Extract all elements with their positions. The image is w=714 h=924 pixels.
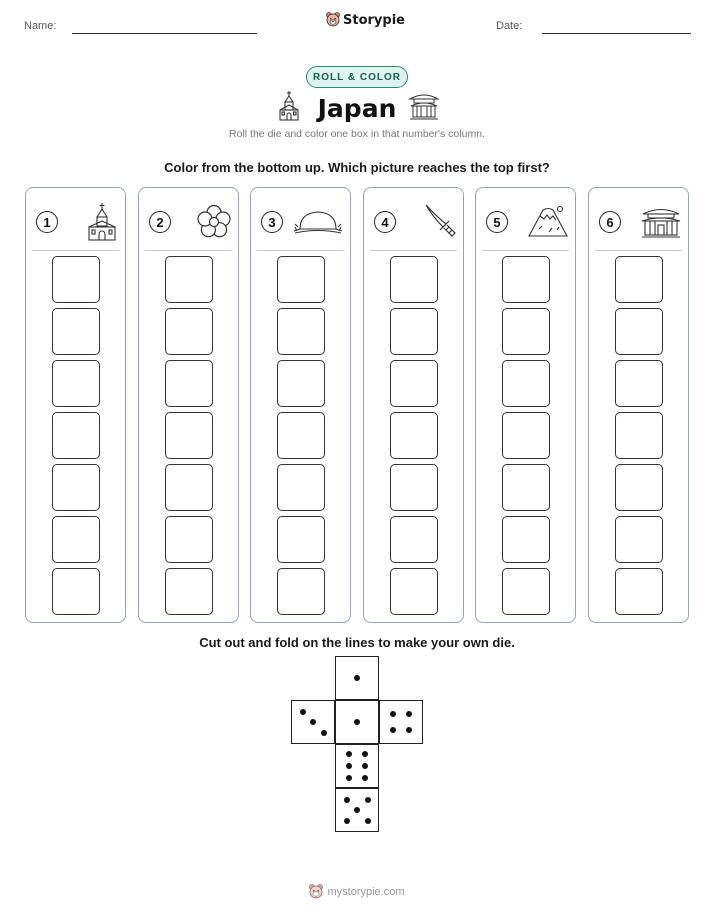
color-box[interactable] (615, 360, 663, 407)
katana-sword-icon (423, 203, 457, 241)
color-box[interactable] (390, 360, 438, 407)
column-header (486, 202, 569, 242)
name-label: Name: (24, 20, 57, 32)
instruction: Color from the bottom up. Which picture reaches the top first? (164, 160, 550, 175)
color-box[interactable] (615, 568, 663, 615)
page-title: Japan (317, 94, 397, 123)
color-box[interactable] (615, 516, 663, 563)
color-box[interactable] (165, 464, 213, 511)
color-box[interactable] (165, 308, 213, 355)
die-pip (321, 730, 327, 736)
color-box[interactable] (390, 412, 438, 459)
church-icon (85, 202, 119, 242)
die-face-left[interactable] (291, 700, 335, 744)
color-box[interactable] (502, 516, 550, 563)
column-divider (482, 250, 569, 251)
die-pip (344, 818, 350, 824)
color-box[interactable] (277, 568, 325, 615)
column-2 (138, 187, 239, 623)
color-box[interactable] (615, 464, 663, 511)
number-circle: 5 (486, 211, 508, 233)
die-pip (354, 807, 360, 813)
color-box[interactable] (390, 464, 438, 511)
column-4 (363, 187, 464, 623)
number-circle: 3 (261, 211, 283, 233)
die-pip (406, 711, 412, 717)
column-header (261, 202, 344, 242)
die-face-top[interactable] (335, 656, 379, 700)
color-box[interactable] (502, 256, 550, 303)
color-box[interactable] (502, 308, 550, 355)
die-pip (310, 719, 316, 725)
roll-and-color-badge: ROLL & COLOR (306, 66, 408, 88)
bear-icon (309, 884, 323, 900)
die-face-bottom[interactable] (335, 788, 379, 832)
die-pip (354, 719, 360, 725)
column-5 (475, 187, 576, 623)
color-box[interactable] (615, 412, 663, 459)
color-box[interactable] (52, 360, 100, 407)
color-box[interactable] (502, 360, 550, 407)
column-divider (595, 250, 682, 251)
column-6 (588, 187, 689, 623)
color-box[interactable] (277, 516, 325, 563)
die-face-center[interactable] (335, 700, 379, 744)
pagoda-temple-icon (408, 92, 440, 120)
column-header (36, 202, 119, 242)
die-pip (346, 751, 352, 757)
mount-fuji-icon (527, 204, 569, 240)
color-box[interactable] (615, 308, 663, 355)
brand-logo (326, 12, 405, 28)
die-face-right[interactable] (379, 700, 423, 744)
name-line[interactable] (72, 33, 257, 34)
die-pip (362, 763, 368, 769)
die-pip (362, 751, 368, 757)
color-box[interactable] (390, 308, 438, 355)
die-face-lower[interactable] (335, 744, 379, 788)
color-box[interactable] (277, 308, 325, 355)
color-box[interactable] (502, 412, 550, 459)
die-pip (344, 797, 350, 803)
column-1 (25, 187, 126, 623)
number-circle: 2 (149, 211, 171, 233)
bear-icon (326, 12, 340, 28)
color-box[interactable] (502, 464, 550, 511)
rice-ball-icon (292, 207, 344, 237)
die-pip (354, 675, 360, 681)
number-circle: 6 (599, 211, 621, 233)
color-box[interactable] (165, 516, 213, 563)
column-header (374, 202, 457, 242)
footer-url: mystorypie.com (327, 886, 405, 898)
color-box[interactable] (165, 412, 213, 459)
die-pip (300, 709, 306, 715)
die-pip (390, 727, 396, 733)
color-box[interactable] (390, 516, 438, 563)
color-box[interactable] (52, 412, 100, 459)
die-pip (365, 818, 371, 824)
footer (0, 884, 714, 900)
die-pip (362, 775, 368, 781)
color-box[interactable] (502, 568, 550, 615)
church-icon (277, 90, 301, 122)
color-box[interactable] (165, 360, 213, 407)
date-line[interactable] (542, 33, 691, 34)
color-box[interactable] (277, 464, 325, 511)
color-box[interactable] (52, 464, 100, 511)
color-box[interactable] (165, 256, 213, 303)
number-circle: 4 (374, 211, 396, 233)
color-box[interactable] (52, 516, 100, 563)
color-box[interactable] (615, 256, 663, 303)
column-header (149, 202, 232, 242)
color-box[interactable] (390, 568, 438, 615)
number-circle: 1 (36, 211, 58, 233)
color-box[interactable] (277, 256, 325, 303)
die-pip (346, 763, 352, 769)
column-divider (370, 250, 457, 251)
color-box[interactable] (52, 308, 100, 355)
die-pip (406, 727, 412, 733)
die-pip (346, 775, 352, 781)
subtitle: Roll the die and color one box in that number's column. (229, 128, 485, 140)
column-divider (257, 250, 344, 251)
color-box[interactable] (277, 412, 325, 459)
cherry-blossom-icon (196, 204, 232, 240)
column-3 (250, 187, 351, 623)
color-box[interactable] (277, 360, 325, 407)
japanese-temple-icon (640, 205, 682, 239)
die-pip (365, 797, 371, 803)
column-divider (145, 250, 232, 251)
color-box[interactable] (52, 568, 100, 615)
date-label: Date: (496, 20, 523, 32)
column-divider (32, 250, 119, 251)
brand-name: Storypie (343, 12, 405, 28)
color-box[interactable] (390, 256, 438, 303)
column-header (599, 202, 682, 242)
color-box[interactable] (165, 568, 213, 615)
die-net-instruction: Cut out and fold on the lines to make your own die. (199, 635, 515, 650)
color-box[interactable] (52, 256, 100, 303)
die-pip (390, 711, 396, 717)
